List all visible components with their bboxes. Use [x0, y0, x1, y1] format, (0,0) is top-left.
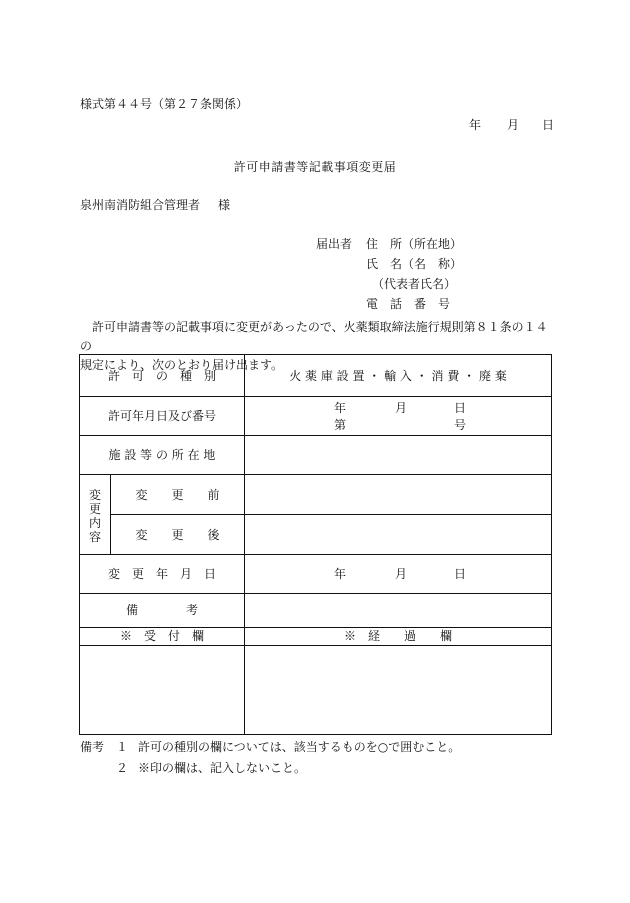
note-1-number: １ — [116, 740, 129, 754]
date-day: 日 — [542, 118, 555, 132]
progress-column-header: ※ 経 過 欄 — [343, 629, 452, 643]
applicant-representative-label: （代表者氏名） — [372, 277, 457, 291]
permit-type-label: 許 可 の 種 別 — [107, 369, 216, 383]
document-title: 許可申請書等記載事項変更届 — [233, 160, 397, 174]
before-change-label: 変 更 前 — [135, 488, 220, 502]
change-date-year: 年 — [334, 567, 347, 581]
permit-month: 月 — [395, 401, 408, 415]
change-date-label: 変 更 年 月 日 — [107, 567, 216, 581]
permit-number-prefix: 第 — [334, 418, 347, 432]
applicant-address-label: 住 所（所在地） — [366, 237, 463, 251]
facility-location-label: 施 設 等 の 所 在 地 — [108, 448, 216, 462]
body-line-2: 規定により、次のとおり届け出ます。 — [80, 358, 284, 372]
addressee-honorific: 様 — [218, 198, 231, 212]
note-2-number: ２ — [116, 761, 129, 775]
reception-column-header: ※ 受 付 欄 — [119, 629, 204, 643]
date-year: 年 — [469, 118, 482, 132]
addressee-name: 泉州南消防組合管理者 — [80, 198, 201, 212]
before-change-field[interactable] — [245, 475, 551, 514]
change-date-day: 日 — [454, 567, 467, 581]
body-line-1: 許可申請書等の記載事項に変更があったので、火薬類取締法施行規則第８１条の１４の — [80, 320, 548, 353]
date-month: 月 — [507, 118, 520, 132]
applicant-block — [316, 237, 556, 317]
facility-location-field[interactable] — [245, 436, 551, 474]
notes-prefix: 備考 — [80, 740, 105, 754]
change-content-label: 変更内容 — [88, 488, 101, 544]
note-1-text: 許可の種別の欄については、該当するものを○で囲むこと。 — [138, 740, 461, 754]
permit-year: 年 — [334, 401, 347, 415]
applicant-name-label: 氏 名（名 称） — [366, 257, 463, 271]
progress-field — [245, 646, 551, 734]
after-change-field[interactable] — [245, 515, 551, 554]
permit-number-suffix: 号 — [454, 418, 467, 432]
form-table — [79, 354, 552, 735]
permit-date-number-label: 許可年月日及び番号 — [107, 409, 216, 423]
after-change-label: 変 更 後 — [135, 528, 220, 542]
applicant-phone-label: 電 話 番 号 — [366, 297, 451, 311]
note-2-text: ※印の欄は、記入しないこと。 — [138, 761, 307, 775]
reception-field — [80, 646, 244, 734]
remarks-field[interactable] — [245, 594, 551, 627]
permit-day: 日 — [454, 401, 467, 415]
change-date-month: 月 — [395, 567, 408, 581]
addressee — [80, 198, 231, 212]
remarks-label: 備 考 — [125, 603, 198, 617]
applicant-label: 届出者 — [316, 237, 353, 251]
note-1 — [80, 740, 461, 754]
permit-type-options[interactable]: 火 薬 庫 設 置 ・ 輸 入 ・ 消 費 ・ 廃 棄 — [289, 369, 507, 383]
form-number: 様式第４４号（第２７条関係） — [80, 97, 249, 111]
